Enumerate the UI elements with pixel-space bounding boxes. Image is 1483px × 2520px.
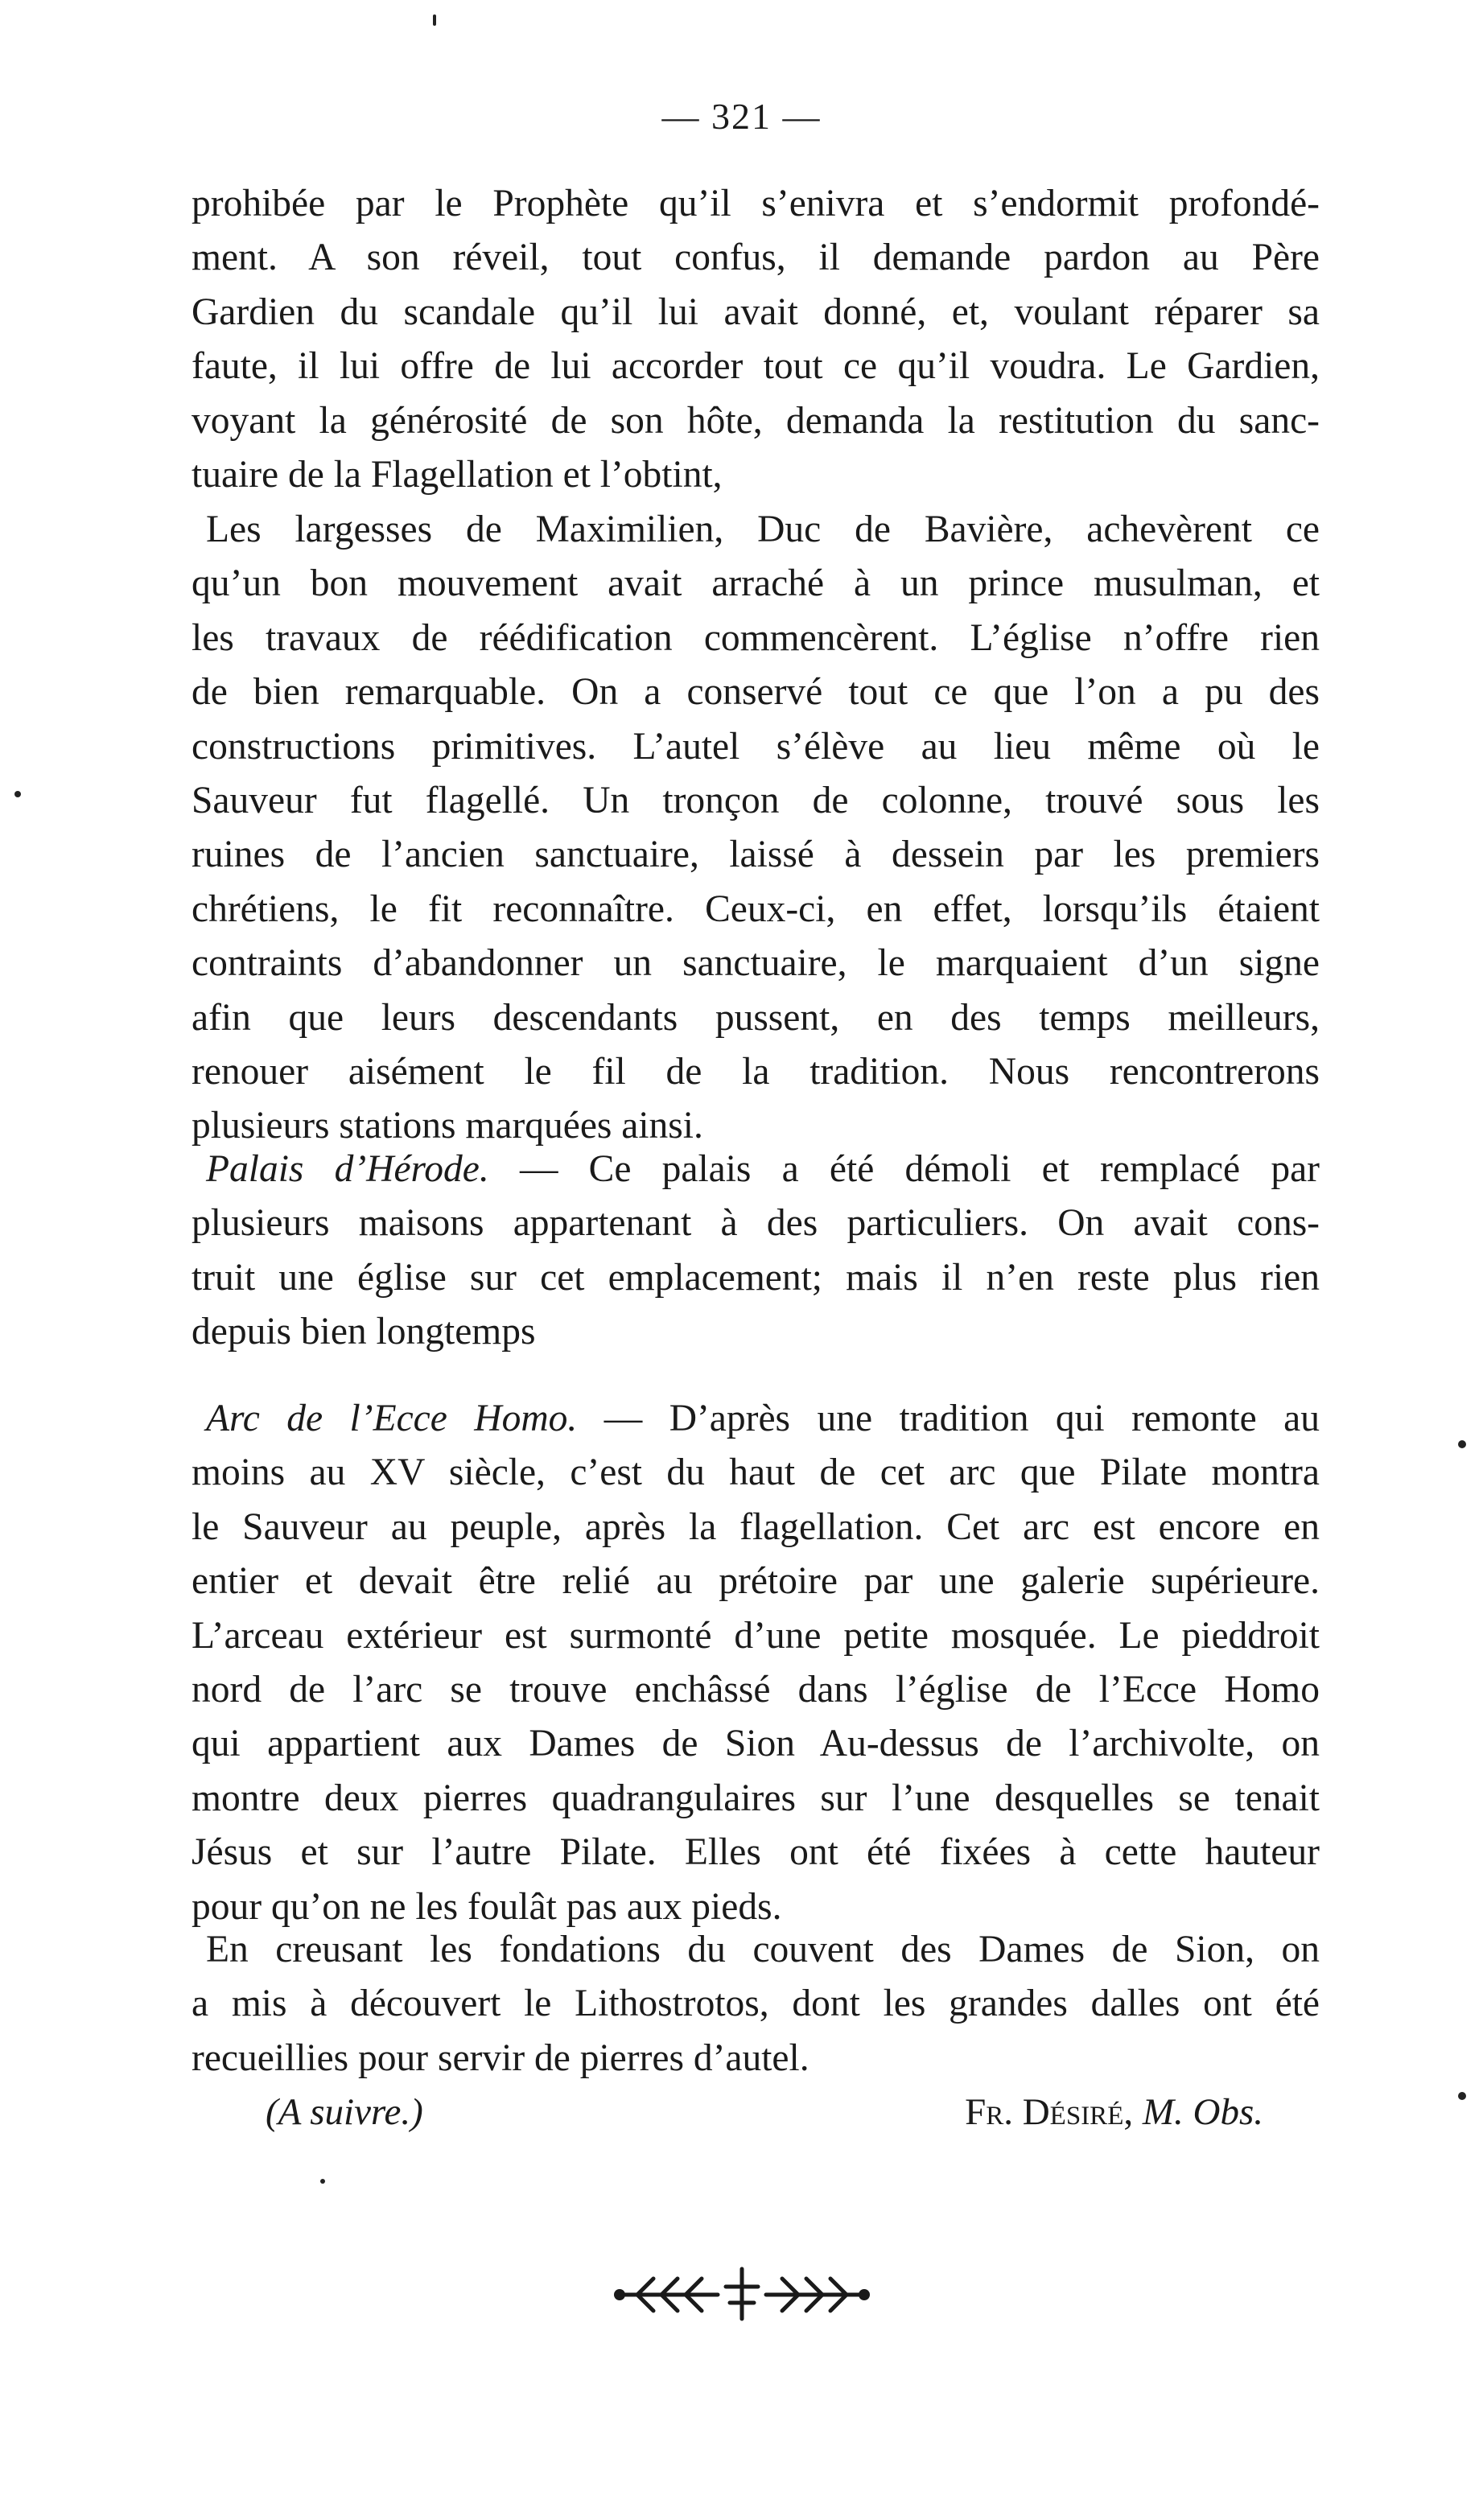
text-line: les travaux de réédification commencèrent. L’église n’offre rien (192, 616, 1320, 659)
paragraph-continuation (192, 177, 1320, 502)
text-fragment: — Ce palais a été démoli et remplacé par (488, 1148, 1320, 1190)
text-line: voyant la générosité de son hôte, demanda la restitution du sanc- (192, 399, 1320, 442)
text-line: moins au XV siècle, c’est du haut de cet arc que Pilate montra (192, 1451, 1320, 1494)
text-line: contraints d’abandonner un sanctuaire, le marquaient d’un signe (192, 942, 1320, 985)
text-line: entier et devait être relié au prétoire par une galerie supérieure. (192, 1560, 1320, 1603)
text-line: prohibée par le Prophète qu’il s’enivra et s’endormit profondé- (192, 183, 1320, 224)
text-line: chrétiens, le fit reconnaître. Ceux-ci, en effet, lorsqu’ils étaient (192, 887, 1320, 930)
paragraph-lithostrotos (192, 1923, 1320, 2086)
scan-speck (433, 14, 436, 26)
paragraph-palais-herode (192, 1143, 1320, 1360)
fleuron-icon (605, 2261, 879, 2325)
signature-row (266, 2090, 1263, 2134)
text-line: afin que leurs descendants pussent, en des temps meilleurs, (192, 996, 1320, 1039)
text-line: recueillies pour servir de pierres d’autel. (192, 2036, 809, 2079)
text-line (192, 1143, 1320, 1196)
section-heading: Palais d’Hérode. (206, 1148, 489, 1190)
text-line: depuis bien longtemps (192, 1311, 536, 1353)
text-line: L’arceau extérieur est surmonté d’une petite mosquée. Le pieddroit (192, 1614, 1320, 1657)
text-line: qu’un bon mouvement avait arraché à un prince musulman, et (192, 562, 1320, 605)
text-line: Gardien du scandale qu’il lui avait donné, et, voulant réparer sa (192, 290, 1320, 333)
text-line: Les largesses de Maximilien, Duc de Bavière, achevèrent ce (206, 509, 1320, 550)
author-name: Fr. Désiré, (965, 2091, 1134, 2133)
text-line: faute, il lui offre de lui accorder tout ce qu’il voudra. Le Gardien, (192, 345, 1320, 388)
scan-speck (1458, 2092, 1466, 2100)
text-line: truit une église sur cet emplacement; mais il n’en reste plus rien (192, 1256, 1320, 1299)
section-heading: Arc de l’Ecce Homo. (206, 1398, 578, 1439)
text-line: plusieurs stations marquées ainsi. (192, 1105, 703, 1147)
text-line: tuaire de la Flagellation et l’obtint, (192, 453, 723, 496)
text-line: pour qu’on ne les foulât pas aux pieds. (192, 1885, 782, 1928)
paragraph-ecce-homo (192, 1392, 1320, 1934)
text-line: ment. A son réveil, tout confus, il demande pardon au Père (192, 237, 1320, 279)
text-line: a mis à découvert le Lithostrotos, dont les grandes dalles ont été (192, 1983, 1320, 2025)
text-line: renouer aisément le fil de la tradition. Nous rencontrerons (192, 1050, 1320, 1093)
text-fragment: — D’après une tradition qui remonte au (577, 1398, 1320, 1439)
decorative-ornament (0, 2261, 1483, 2329)
continuation-note: (A suivre.) (266, 2091, 423, 2133)
scan-speck (14, 791, 21, 797)
page-number: — 321 — (661, 96, 822, 137)
text-line: constructions primitives. L’autel s’élève au lieu même où le (192, 725, 1320, 768)
text-line: En creusant les fondations du couvent des Dames de Sion, on (206, 1929, 1320, 1970)
text-line: qui appartient aux Dames de Sion Au-dessus de l’archivolte, on (192, 1723, 1320, 1765)
text-line (192, 1392, 1320, 1446)
text-line: ruines de l’ancien sanctuaire, laissé à dessein par les premiers (192, 834, 1320, 876)
text-line: plusieurs maisons appartenant à des particuliers. On avait cons- (192, 1202, 1320, 1245)
scan-speck (320, 2179, 325, 2184)
author-title: M. Obs. (1142, 2091, 1263, 2133)
text-line: montre deux pierres quadrangulaires sur l’une desquelles se tenait (192, 1777, 1320, 1819)
text-line: Sauveur fut flagellé. Un tronçon de colonne, trouvé sous les (192, 779, 1320, 821)
text-line: le Sauveur au peuple, après la flagellation. Cet arc est encore en (192, 1505, 1320, 1548)
paragraph-maximilien (192, 503, 1320, 1154)
text-line: Jésus et sur l’autre Pilate. Elles ont été fixées à cette hauteur (192, 1831, 1320, 1874)
text-line: nord de l’arc se trouve enchâssé dans l’église de l’Ecce Homo (192, 1668, 1320, 1711)
text-line: de bien remarquable. On a conservé tout ce que l’on a pu des (192, 671, 1320, 714)
scan-speck (1458, 1440, 1466, 1448)
author-signature (965, 2090, 1263, 2134)
